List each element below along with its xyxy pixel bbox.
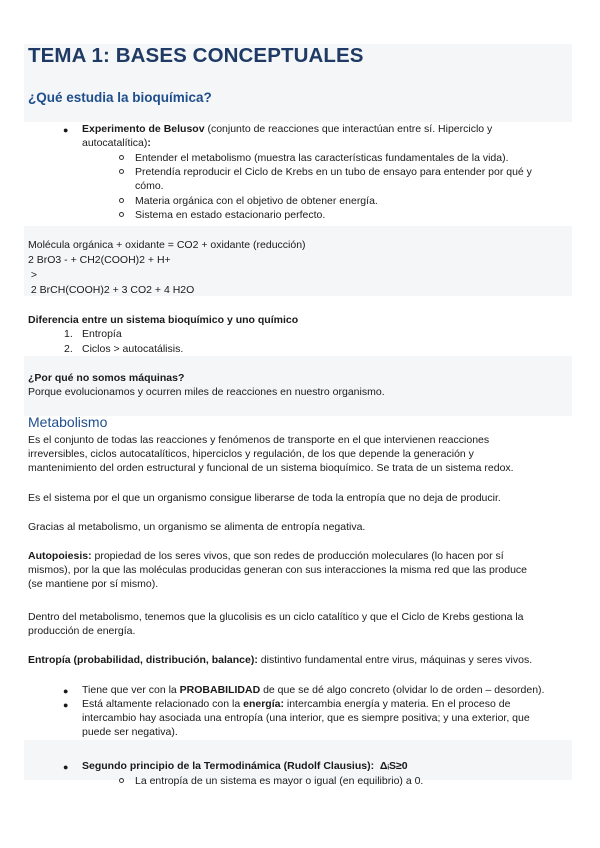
b1-post: de que se dé algo concreto (olvidar lo de orden – desorden). xyxy=(260,684,545,696)
paragraph-line: puede ser negativa). xyxy=(82,726,178,738)
machines-text: Porque evolucionamos y ocurren miles de reacciones en nuestro organismo. xyxy=(28,386,385,398)
b2-post: intercambia energía y materia. En el proceso de xyxy=(283,698,511,710)
section-heading: ¿Qué estudia la bioquímica? xyxy=(28,90,212,105)
b2-bold: energía: xyxy=(243,698,284,710)
metabolismo-heading: Metabolismo xyxy=(28,414,108,430)
paragraph: Gracias al metabolismo, un organismo se alimenta de entropía negativa. xyxy=(28,521,366,533)
b2-pre: Está altamente relacionado con la xyxy=(82,698,244,710)
thermo-line xyxy=(82,759,408,773)
autopoiesis-bold: Autopoiesis: xyxy=(28,550,92,562)
paragraph-line: mismos), por la que las moléculas producidas generan con sus interacciones la misma red que las produce xyxy=(28,564,528,576)
reaction-line: 2 BrCH(COOH)2 + 3 CO2 + 4 H2O xyxy=(28,284,195,296)
bullet-icon: ● xyxy=(63,125,69,135)
sub-item: Sistema en estado estacionario perfecto. xyxy=(135,209,326,221)
circle-bullet-icon xyxy=(119,778,124,783)
sub-item: Materia orgánica con el objetivo de obtener energía. xyxy=(135,195,378,207)
bullet-icon: ● xyxy=(63,762,69,772)
paragraph-line: irreversibles, ciclos autocatalíticos, hiperciclos y regulación, de los que depende la generación y xyxy=(28,448,474,460)
paragraph-line: mantenimiento del orden estructural y funcional de un sistema bioquímico. Se trata de un sistema redox. xyxy=(28,462,514,474)
b1-pre: Tiene que ver con la xyxy=(82,684,180,696)
entropy-bullet xyxy=(82,683,544,697)
entropy-bold: Entropía (probabilidad, distribución, balance): xyxy=(28,654,258,666)
belusov-text2: autocatalítica) xyxy=(82,137,148,149)
autopoiesis-line xyxy=(28,549,504,563)
entropy-bullet xyxy=(82,697,510,711)
circle-bullet-icon xyxy=(119,212,124,217)
list-number: 2. xyxy=(64,343,73,355)
circle-bullet-icon xyxy=(119,198,124,203)
bullet-icon: ● xyxy=(63,700,69,710)
reaction-line: Molécula orgánica + oxidante = CO2 + oxidante (reducción) xyxy=(28,239,306,251)
list-number: 1. xyxy=(64,328,73,340)
belusov-item xyxy=(82,122,562,150)
list-item: Entropía xyxy=(82,328,122,340)
entropy-text: distintivo fundamental entre virus, máquinas y seres vivos. xyxy=(257,654,533,666)
machines-heading: ¿Por qué no somos máquinas? xyxy=(28,372,185,384)
paragraph-line: Dentro del metabolismo, tenemos que la glucolisis es un ciclo catalítico y que el Ciclo de Krebs gestiona la xyxy=(28,611,524,623)
reaction-line: 2 BrO3 - + CH2(COOH)2 + H+ xyxy=(28,254,171,266)
b1-bold: PROBABILIDAD xyxy=(179,684,261,696)
paragraph: Es el sistema por el que un organismo consigue liberarse de toda la entropía que no deja de producir. xyxy=(28,492,501,504)
list-item: Ciclos > autocatálisis. xyxy=(82,343,184,355)
belusov-bold: Experimento de Belusov xyxy=(82,123,205,135)
page-title: TEMA 1: BASES CONCEPTUALES xyxy=(28,44,364,67)
belusov-text: (conjunto de reacciones que interactúan entre sí. Hiperciclo y xyxy=(204,123,493,135)
thermo-formula: ΔᵢS≥0 xyxy=(379,760,408,772)
paragraph-line: intercambio hay asociada una entropía (una interior, que es siempre positiva; y una exterior, que xyxy=(82,712,530,724)
belusov-colon: : xyxy=(147,137,151,149)
reaction-line: > xyxy=(28,269,38,281)
circle-bullet-icon xyxy=(119,169,124,174)
sub-item: cómo. xyxy=(135,180,164,192)
paragraph-line: Es el conjunto de todas las reacciones y fenómenos de transporte en el que intervienen reacciones xyxy=(28,434,490,446)
sub-item: La entropía de un sistema es mayor o igual (en equilibrio) a 0. xyxy=(135,775,424,787)
thermo-bold: Segundo principio de la Termodinámica (Rudolf Clausius): xyxy=(82,760,375,772)
paragraph-line: (se mantiene por sí mismo). xyxy=(28,578,159,590)
autopoiesis-text: propiedad de los seres vivos, que son redes de producción moleculares (lo hacen por sí xyxy=(91,550,504,562)
circle-bullet-icon xyxy=(119,155,124,160)
sub-item: Pretendía reproducir el Ciclo de Krebs en un tubo de ensayo para entender por qué y xyxy=(135,166,532,178)
paragraph-line: producción de energía. xyxy=(28,625,136,637)
entropy-line xyxy=(28,653,532,667)
bullet-icon: ● xyxy=(63,686,69,696)
difference-heading: Diferencia entre un sistema bioquímico y uno químico xyxy=(28,314,299,326)
sub-item: Entender el metabolismo (muestra las características fundamentales de la vida). xyxy=(135,152,509,164)
